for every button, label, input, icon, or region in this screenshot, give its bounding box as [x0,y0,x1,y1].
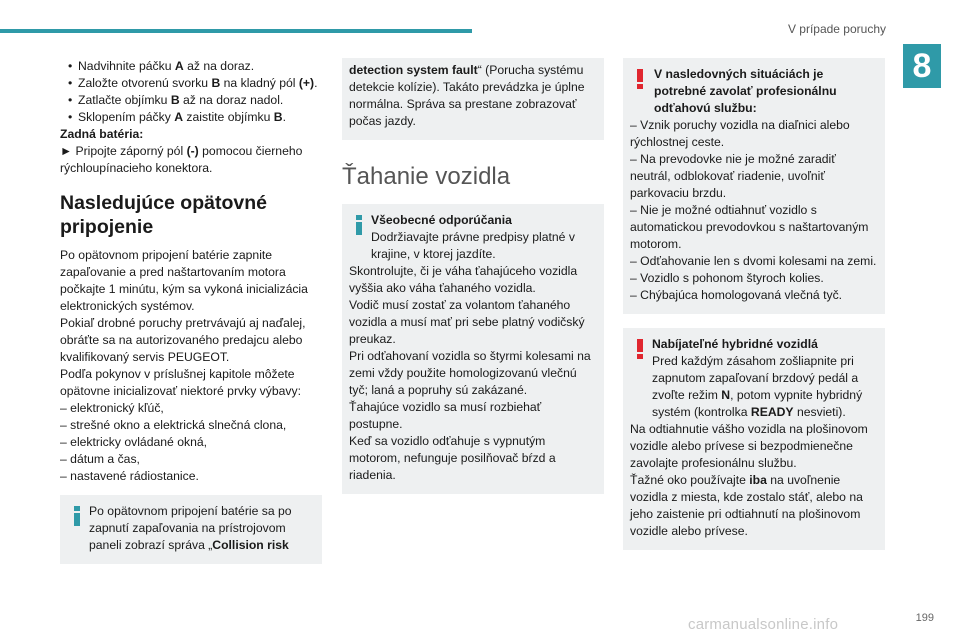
list-item: • Sklopením páčky A zaistite objímku B. [68,109,322,126]
info-text-continued: detection system fault“ (Porucha systému detekcie kolízie). Takáto prevádzka je úplne normálna. Správa sa prestane zobrazovať počas jazdy. [349,63,585,128]
column-1 [60,58,322,564]
list-item: – Vznik poruchy vozidla na diaľnici alebo rýchlostnej ceste. [630,118,850,149]
reconnect-paragraph: Po opätovnom pripojení batérie zapnite zapaľovanie a pred naštartovaním motora počkajte 1 minútu, kým sa vykoná inicializácia elektronických systémov. [60,248,308,313]
page-number: 199 [915,612,934,624]
reconnect-heading: Nasledujúce opätovné pripojenie [60,192,267,238]
info-box [60,495,322,564]
info-box-continued [342,58,604,140]
rear-battery-text: ► Pripojte záporný pól (-) pomocou čierneho rýchloupínacieho konektora. [60,144,303,175]
list-item: – Vozidlo s pohonom štyroch kolies. [630,271,824,285]
hybrid-paragraph: Pred každým zásahom zošliapnite pri zapnutom zapaľovaní brzdový pedál a zvoľte režim N, potom vypnite hybridný systém (kontrolka READY nesvieti). [652,354,863,419]
hybrid-heading: Nabíjateľné hybridné vozidlá [652,337,818,351]
list-item: – Nie je možné odtiahnuť vozidlo s automatickou prevodovkou s naštartovaným motorom. [630,203,869,251]
list-item: – Chýbajúca homologovaná vlečná tyč. [630,288,843,302]
rear-battery-heading: Zadná batéria: [60,127,144,141]
watermark: carmanualsonline.info [688,616,839,633]
info-icon [350,214,368,236]
warning-icon [631,68,649,90]
list-item: – dátum a čas, [60,452,140,466]
reconnect-paragraph: Pokiaľ drobné poruchy pretrvávajú aj naďalej, obráťte sa na autorizovaného predajcu alebo kvalifikovaný servis PEUGEOT. [60,316,306,364]
battery-steps-list [60,58,322,126]
list-item: – Odťahovanie len s dvomi kolesami na zemi. [630,254,877,268]
advice-line: Pri odťahovaní vozidla so štyrmi kolesami na zemi vždy použite homologizovanú vlečnú tyč; laná a popruhy sú zakázané. [349,349,591,397]
list-item: – nastavené rádiostanice. [60,469,199,483]
list-item: • Nadvihnite páčku A až na doraz. [68,58,322,75]
warning-icon [631,338,649,360]
list-item: – strešné okno a elektrická slnečná clona, [60,418,287,432]
section-title: V prípade poruchy [787,22,886,36]
warning-box-hybrid [623,328,885,550]
warning-box-towing-service [623,58,885,314]
warning-heading: V nasledovných situáciách je potrebné zavolať profesionálnu odťahovú službu: [654,67,837,115]
advice-line: Skontrolujte, či je váha ťahajúceho vozidla vyššia ako váha ťahaného vozidla. [349,264,578,295]
list-item: • Založte otvorenú svorku B na kladný pól (+). [68,75,322,92]
column-3 [623,58,885,550]
advice-line: Vodič musí zostať za volantom ťahaného vozidla a musí mať pri sebe platný vodičský preukaz. [349,298,585,346]
advice-line: Ťahajúce vozidlo sa musí rozbiehať postupne. [349,400,542,431]
advice-line: Dodržiavajte právne predpisy platné v krajine, v ktorej jazdíte. [371,230,575,261]
list-item: • Zatlačte objímku B až na doraz nadol. [68,92,322,109]
header-accent-bar [0,29,472,33]
list-item: – elektronický kľúč, [60,401,164,415]
column-2 [342,58,604,494]
hybrid-paragraph: Ťažné oko používajte iba na uvoľnenie vozidla z miesta, kde zostalo stáť, alebo na jeho zaistenie pri odtiahnutí na plošinovom vozidle alebo prívese. [630,473,863,538]
list-item: – elektricky ovládané okná, [60,435,208,449]
reconnect-paragraph: Podľa pokynov v príslušnej kapitole môžete opätovne inicializovať niektoré prvky výbavy: [60,367,301,398]
advice-line: Keď sa vozidlo odťahuje s vypnutým motorom, nefunguje posilňovač bŕzd a riadenia. [349,434,556,482]
general-advice-box [342,204,604,494]
towing-heading: Ťahanie vozidla [342,163,511,190]
list-item: – Na prevodovke nie je možné zaradiť neutrál, odblokovať riadenie, uvoľniť parkovaciu brzdu. [630,152,836,200]
info-icon [68,505,86,527]
general-advice-heading: Všeobecné odporúčania [371,213,512,227]
info-text: Po opätovnom pripojení batérie sa po zapnutí zapaľovania na prístrojovom paneli zobrazí správa „Collision risk [89,504,292,552]
chapter-number-badge: 8 [903,44,941,88]
hybrid-paragraph: Na odtiahnutie vášho vozidla na plošinovom vozidle alebo prívese si bezpodmienečne zavolajte profesionálnu službu. [630,422,868,470]
